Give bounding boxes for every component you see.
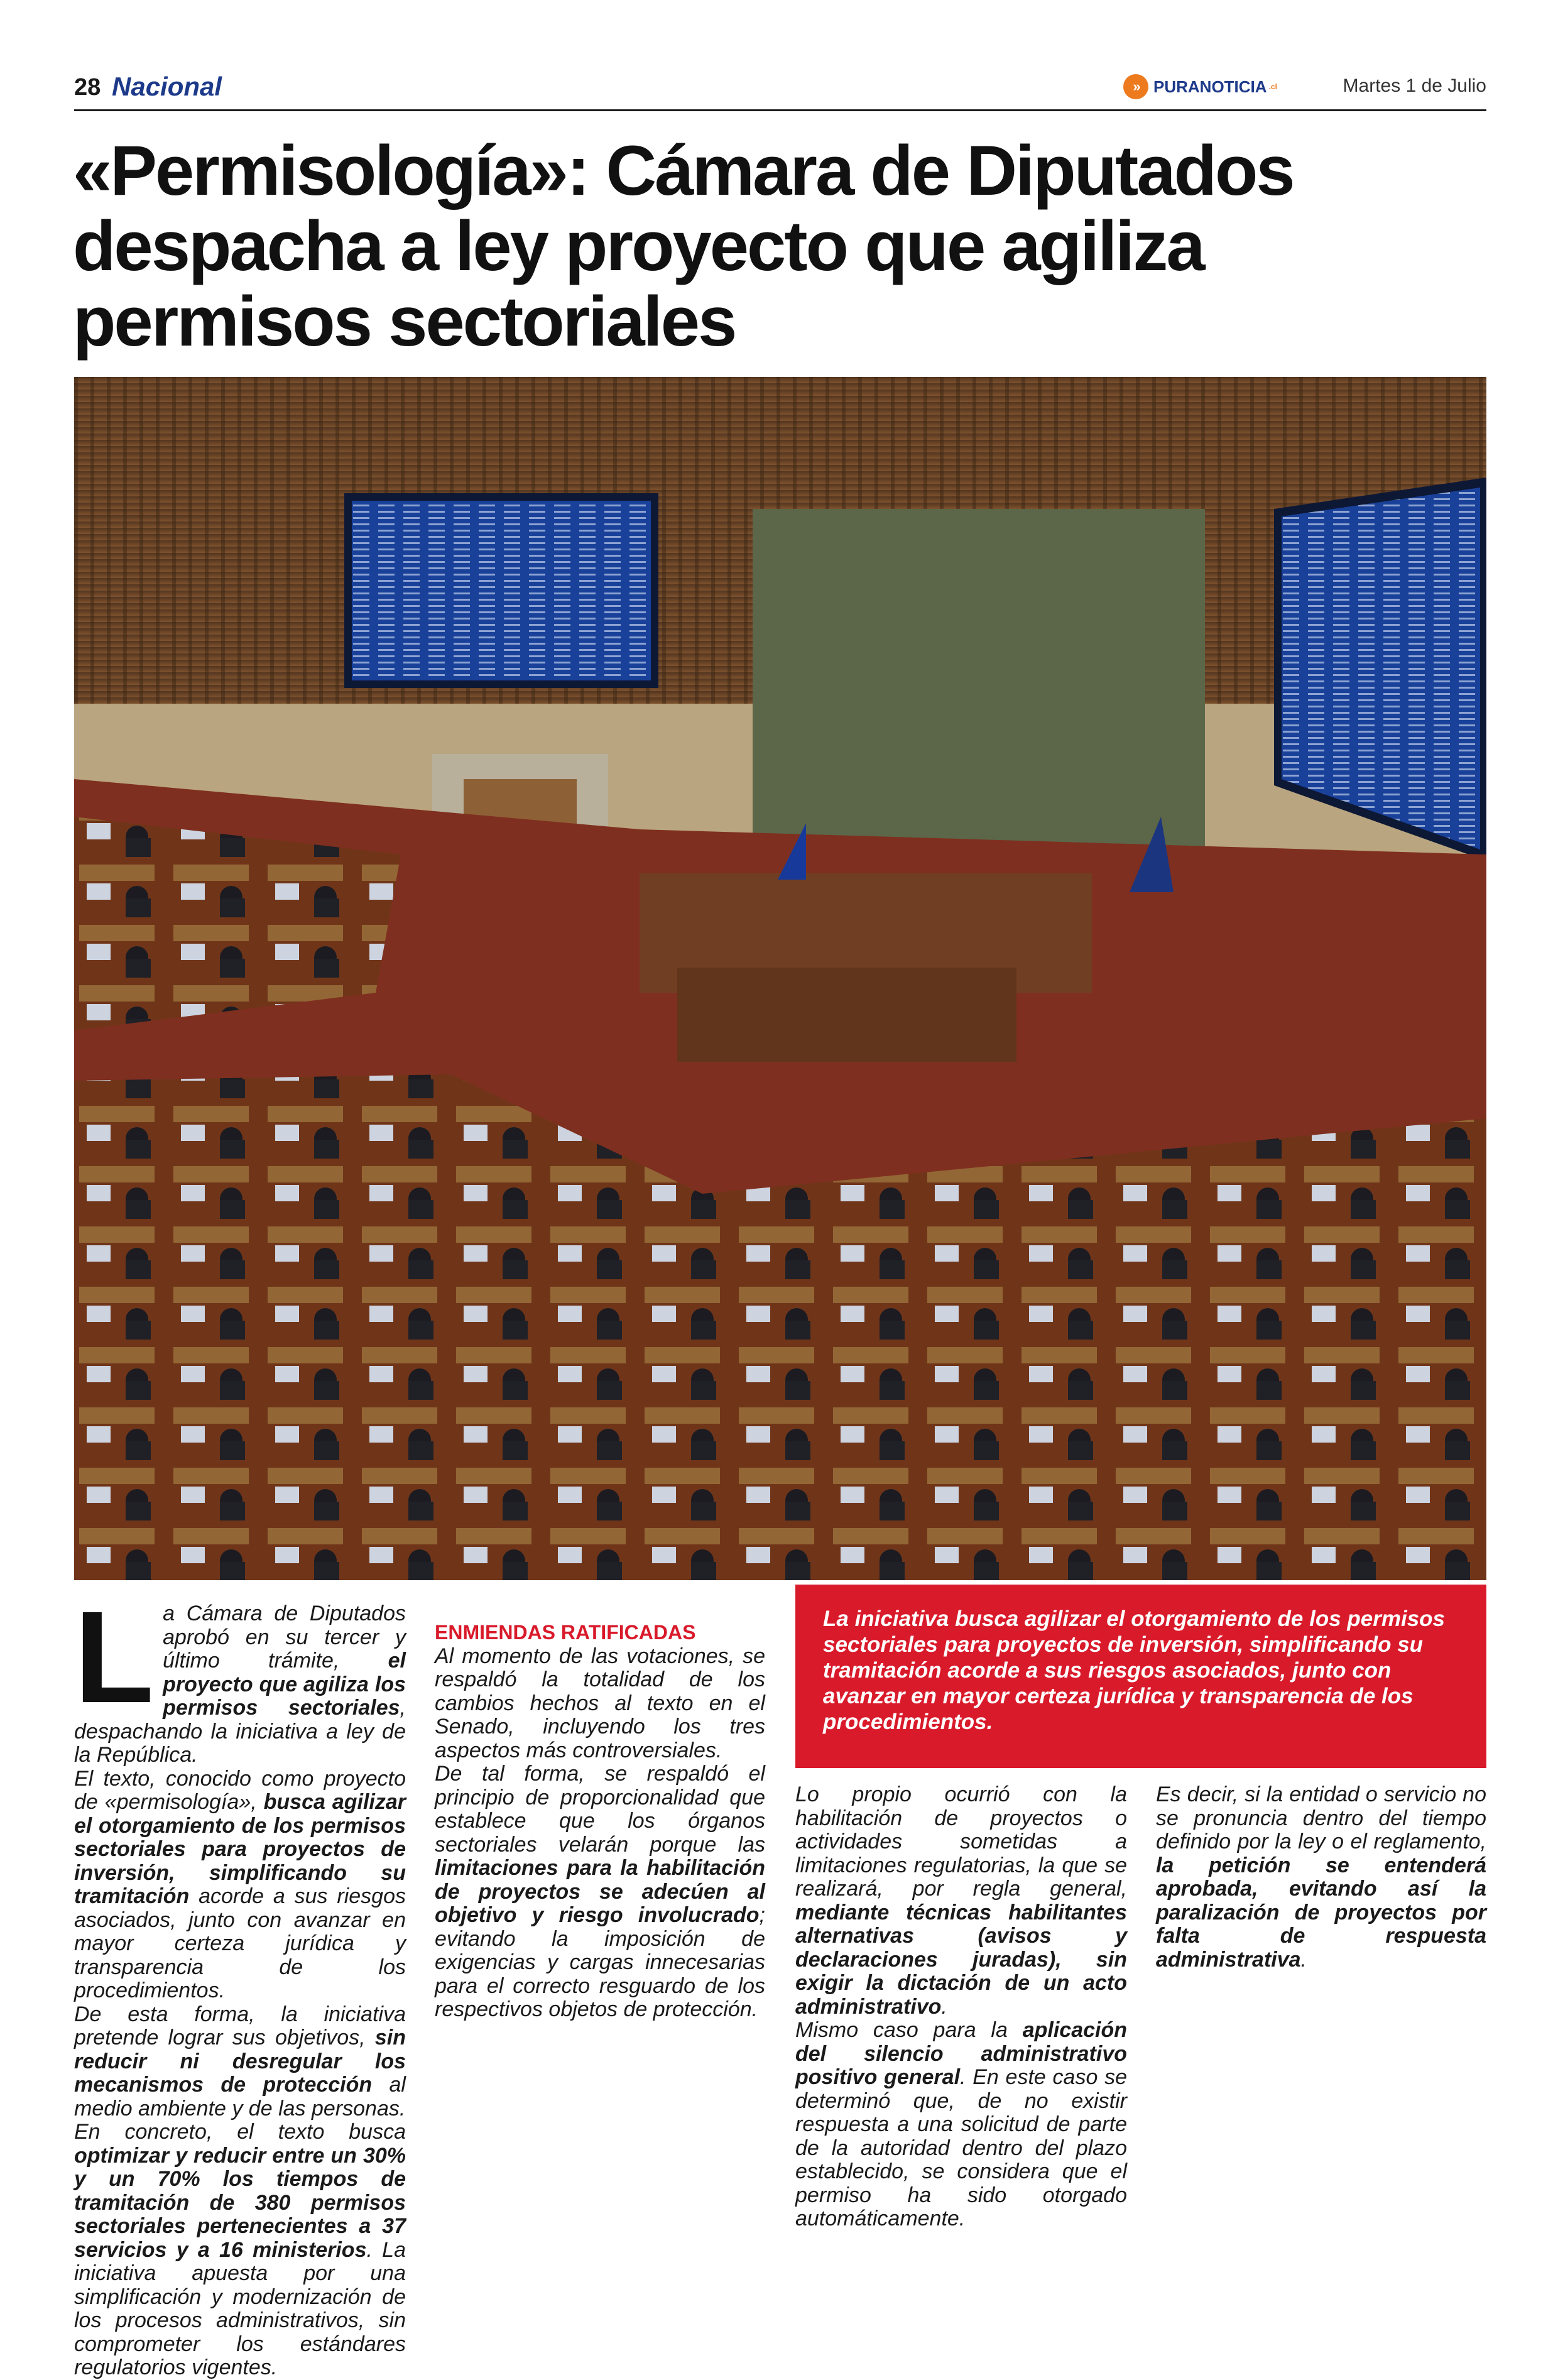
article-column-1 [74, 1585, 406, 2380]
paragraph-6: De tal forma, se respaldó el principio de proporcionalidad que establece que los órganos sectoriales velarán porque las limitaciones para la habilitación de proyectos se adecúen al objetivo y riesgo involucrado; evitando la imposición de exigencias y cargas innecesarias para el correcto resguardo de los respectivos objetos de protección. [435, 1762, 765, 2021]
article-column-3 [795, 1783, 1127, 2231]
paragraph-9: Es decir, si la entidad o servicio no se pronuncia dentro del tiempo definido por la ley o el reglamento, la petición se entenderá aprobada, evitando así la paralización de proyectos por falta de respuesta administrativa. [1156, 1782, 1486, 1972]
brand-tld: .cl [1268, 82, 1277, 91]
paragraph-1: a Cámara de Diputados aprobó en su tercer y último trámite, el proyecto que agiliza los permisos sectoriales, despachando la iniciativa a ley de la República. [74, 1602, 406, 1767]
section-name[interactable]: Nacional [112, 72, 222, 101]
drop-cap: L [74, 1585, 155, 1730]
pull-quote: La iniciativa busca agilizar el otorgamiento de los permisos sectoriales para proyectos de inversión, simplificando su tramitación acorde a sus riesgos asociados, junto con avanzar en mayor certeza jurídica y transparencia de los procedimientos. [823, 1607, 1446, 1734]
paragraph-5: Al momento de las votaciones, se respaldó la totalidad de los cambios hechos al texto en el Senado, incluyendo los tres aspectos más controversiales. [435, 1644, 765, 1762]
article-column-4 [1156, 1783, 1486, 1972]
article-column-2 [435, 1602, 765, 2022]
brand-logo[interactable] [1123, 74, 1277, 99]
brand-name: PURANOTICIA [1153, 77, 1267, 96]
brand-chevron-icon: » [1123, 74, 1148, 99]
subheading: ENMIENDAS RATIFICADAS [435, 1621, 696, 1644]
page-header [74, 70, 1486, 111]
paragraph-8: Mismo caso para la aplicación del silencio administrativo positivo general. En este caso se determinó que, de no existir respuesta a una solicitud de parte de la autoridad dentro del plazo establecido, se considera que el permiso ha sido otorgado automáticamente. [795, 2018, 1128, 2230]
headline: «Permisología»: Cámara de Diputados despacha a ley proyecto que agiliza permisos sectoriales [73, 131, 1294, 361]
chamber-photo [74, 377, 1486, 1580]
paragraph-3: De esta forma, la iniciativa pretende lograr sus objetivos, sin reducir ni desregular los mecanismos de protección al medio ambiente y de las personas. [74, 2002, 406, 2121]
paragraph-2: El texto, conocido como proyecto de «permisología», busca agilizar el otorgamiento de los permisos sectoriales para proyectos de inversión, simplificando su tramitación acorde a sus riesgos asociados, junto con avanzar en mayor certeza jurídica y transparencia de los procedimientos. [74, 1766, 406, 2002]
page-number: 28 [74, 74, 101, 101]
paragraph-4: En concreto, el texto busca optimizar y reducir entre un 30% y un 70% los tiempos de tramitación de 380 permisos sectoriales pertenecientes a 37 servicios y a 16 ministerios. La iniciativa apuesta por una simplificación y modernización de los procesos administrativos, sin comprometer los estándares regulatorios vigentes. [74, 2120, 406, 2379]
issue-date: Martes 1 de Julio [1343, 75, 1486, 96]
paragraph-7: Lo propio ocurrió con la habilitación de proyectos o actividades sometidas a limitaciones regulatorias, la que se realizará, por regla general, mediante técnicas habilitantes alternativas (avisos y declaraciones juradas), sin exigir la dictación de un acto administrativo. [795, 1782, 1127, 2019]
chamber-photo-icon [74, 377, 1486, 1580]
pull-quote-box [795, 1585, 1486, 1768]
